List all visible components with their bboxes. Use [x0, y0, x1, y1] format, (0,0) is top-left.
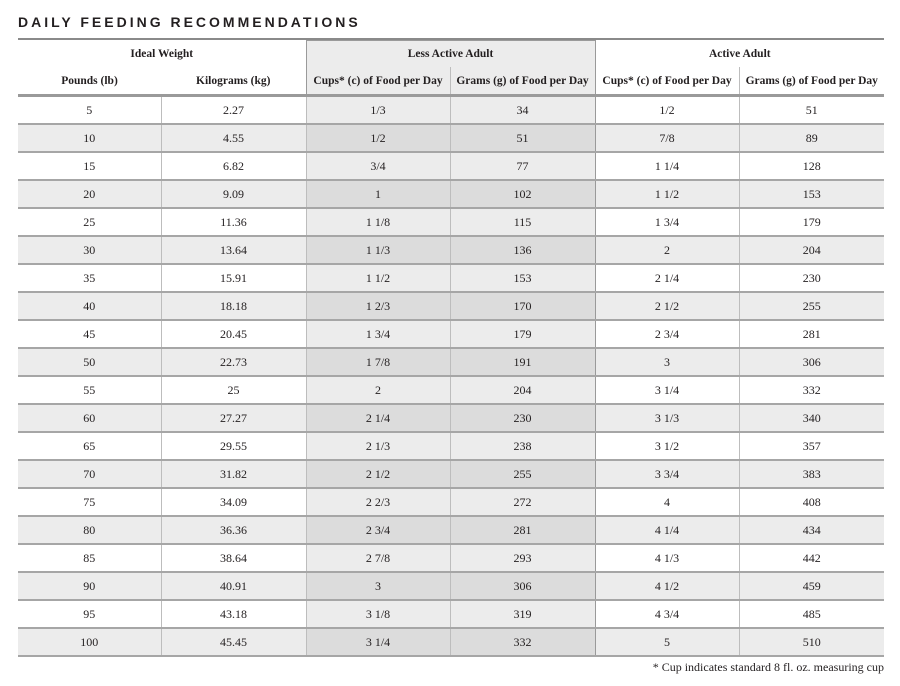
active-cups-cell: 3 3/4: [595, 460, 739, 488]
group-less-active-adult: Less Active Adult: [306, 41, 595, 68]
active-cups-cell: 2 1/2: [595, 292, 739, 320]
less-active-grams-cell: 115: [450, 208, 595, 236]
pounds-cell: 100: [18, 628, 161, 656]
table-row: [18, 236, 884, 264]
table-row: [18, 292, 884, 320]
table-row: [18, 600, 884, 628]
less-active-grams-cell: 34: [450, 96, 595, 125]
less-active-grams-cell: 191: [450, 348, 595, 376]
less-active-cups-cell: 1 7/8: [306, 348, 450, 376]
group-ideal-weight: Ideal Weight: [130, 47, 194, 60]
kilograms-cell: 22.73: [161, 348, 306, 376]
less-active-cups-cell: 1 1/2: [306, 264, 450, 292]
kilograms-cell: 36.36: [161, 516, 306, 544]
active-grams-cell: 442: [739, 544, 884, 572]
pounds-cell: 90: [18, 572, 161, 600]
less-active-cups-cell: 2 1/3: [306, 432, 450, 460]
less-active-grams-cell: 77: [450, 152, 595, 180]
active-grams-cell: 89: [739, 124, 884, 152]
kilograms-cell: 43.18: [161, 600, 306, 628]
less-active-grams-cell: 238: [450, 432, 595, 460]
active-cups-cell: 3 1/3: [595, 404, 739, 432]
pounds-cell: 20: [18, 180, 161, 208]
kilograms-cell: 20.45: [161, 320, 306, 348]
pounds-cell: 60: [18, 404, 161, 432]
active-cups-cell: 4 1/3: [595, 544, 739, 572]
less-active-cups-cell: 1: [306, 180, 450, 208]
table-row: [18, 432, 884, 460]
less-active-cups-cell: 3 1/4: [306, 628, 450, 656]
table-row: [18, 544, 884, 572]
pounds-cell: 50: [18, 348, 161, 376]
less-active-cups-cell: 1/3: [306, 96, 450, 125]
table-row: [18, 264, 884, 292]
active-cups-cell: 2 1/4: [595, 264, 739, 292]
kilograms-cell: 13.64: [161, 236, 306, 264]
active-grams-cell: 179: [739, 208, 884, 236]
pounds-cell: 30: [18, 236, 161, 264]
kilograms-cell: 25: [161, 376, 306, 404]
feeding-table: [18, 40, 884, 657]
kilograms-cell: 11.36: [161, 208, 306, 236]
less-active-grams-cell: 136: [450, 236, 595, 264]
active-cups-cell: 1 1/4: [595, 152, 739, 180]
active-grams-cell: 281: [739, 320, 884, 348]
table-row: [18, 376, 884, 404]
pounds-cell: 45: [18, 320, 161, 348]
active-grams-cell: 255: [739, 292, 884, 320]
table-row: [18, 124, 884, 152]
active-cups-cell: 3 1/2: [595, 432, 739, 460]
active-cups-cell: 3 1/4: [595, 376, 739, 404]
pounds-cell: 10: [18, 124, 161, 152]
less-active-cups-cell: 3/4: [306, 152, 450, 180]
table-row: [18, 460, 884, 488]
table-row: [18, 628, 884, 656]
kilograms-cell: 15.91: [161, 264, 306, 292]
less-active-cups-cell: 2: [306, 376, 450, 404]
less-active-grams-cell: 332: [450, 628, 595, 656]
column-header-pounds: Pounds (lb): [18, 67, 161, 96]
active-cups-cell: 4: [595, 488, 739, 516]
table-row: [18, 180, 884, 208]
column-header-row: [18, 67, 884, 96]
active-grams-cell: 357: [739, 432, 884, 460]
column-header-active-cups: Cups* (c) of Food per Day: [595, 67, 739, 96]
kilograms-cell: 2.27: [161, 96, 306, 125]
pounds-cell: 75: [18, 488, 161, 516]
kilograms-cell: 45.45: [161, 628, 306, 656]
active-cups-cell: 3: [595, 348, 739, 376]
active-cups-cell: 4 3/4: [595, 600, 739, 628]
pounds-cell: 40: [18, 292, 161, 320]
group-header-row: [18, 41, 884, 68]
active-grams-cell: 230: [739, 264, 884, 292]
active-grams-cell: 306: [739, 348, 884, 376]
active-cups-cell: 7/8: [595, 124, 739, 152]
table-row: [18, 348, 884, 376]
less-active-cups-cell: 2 1/4: [306, 404, 450, 432]
less-active-grams-cell: 319: [450, 600, 595, 628]
table-row: [18, 320, 884, 348]
active-grams-cell: 408: [739, 488, 884, 516]
less-active-cups-cell: 1/2: [306, 124, 450, 152]
kilograms-cell: 34.09: [161, 488, 306, 516]
pounds-cell: 95: [18, 600, 161, 628]
kilograms-cell: 9.09: [161, 180, 306, 208]
kilograms-cell: 40.91: [161, 572, 306, 600]
table-row: [18, 516, 884, 544]
table-row: [18, 96, 884, 125]
table-row: [18, 404, 884, 432]
less-active-grams-cell: 255: [450, 460, 595, 488]
table-row: [18, 488, 884, 516]
pounds-cell: 35: [18, 264, 161, 292]
active-grams-cell: 340: [739, 404, 884, 432]
active-grams-cell: 383: [739, 460, 884, 488]
less-active-cups-cell: 1 1/3: [306, 236, 450, 264]
pounds-cell: 65: [18, 432, 161, 460]
column-header-kilograms: Kilograms (kg): [161, 67, 306, 96]
pounds-cell: 80: [18, 516, 161, 544]
page-title: DAILY FEEDING RECOMMENDATIONS: [18, 14, 361, 30]
kilograms-cell: 18.18: [161, 292, 306, 320]
less-active-cups-cell: 2 1/2: [306, 460, 450, 488]
less-active-grams-cell: 272: [450, 488, 595, 516]
less-active-cups-cell: 1 2/3: [306, 292, 450, 320]
pounds-cell: 25: [18, 208, 161, 236]
pounds-cell: 15: [18, 152, 161, 180]
active-cups-cell: 1/2: [595, 96, 739, 125]
active-grams-cell: 434: [739, 516, 884, 544]
table-row: [18, 572, 884, 600]
less-active-grams-cell: 170: [450, 292, 595, 320]
active-cups-cell: 5: [595, 628, 739, 656]
active-cups-cell: 4 1/2: [595, 572, 739, 600]
table-body: [18, 96, 884, 657]
column-header-active-grams: Grams (g) of Food per Day: [739, 67, 884, 96]
kilograms-cell: 31.82: [161, 460, 306, 488]
less-active-grams-cell: 102: [450, 180, 595, 208]
column-header-less-active-grams: Grams (g) of Food per Day: [450, 67, 595, 96]
active-cups-cell: 2 3/4: [595, 320, 739, 348]
active-grams-cell: 510: [739, 628, 884, 656]
group-active-adult: Active Adult: [708, 47, 771, 60]
table-row: [18, 152, 884, 180]
active-grams-cell: 128: [739, 152, 884, 180]
less-active-cups-cell: 1 1/8: [306, 208, 450, 236]
pounds-cell: 85: [18, 544, 161, 572]
kilograms-cell: 6.82: [161, 152, 306, 180]
table-row: [18, 208, 884, 236]
less-active-grams-cell: 230: [450, 404, 595, 432]
active-grams-cell: 459: [739, 572, 884, 600]
active-cups-cell: 4 1/4: [595, 516, 739, 544]
kilograms-cell: 27.27: [161, 404, 306, 432]
active-grams-cell: 485: [739, 600, 884, 628]
active-cups-cell: 1 1/2: [595, 180, 739, 208]
column-header-less-active-cups: Cups* (c) of Food per Day: [306, 67, 450, 96]
less-active-cups-cell: 3: [306, 572, 450, 600]
active-cups-cell: 2: [595, 236, 739, 264]
less-active-grams-cell: 153: [450, 264, 595, 292]
active-grams-cell: 204: [739, 236, 884, 264]
less-active-grams-cell: 179: [450, 320, 595, 348]
pounds-cell: 70: [18, 460, 161, 488]
less-active-grams-cell: 204: [450, 376, 595, 404]
less-active-grams-cell: 51: [450, 124, 595, 152]
pounds-cell: 5: [18, 96, 161, 125]
active-grams-cell: 51: [739, 96, 884, 125]
kilograms-cell: 29.55: [161, 432, 306, 460]
less-active-cups-cell: 3 1/8: [306, 600, 450, 628]
footnote: * Cup indicates standard 8 fl. oz. measuring cup: [652, 660, 884, 674]
active-grams-cell: 153: [739, 180, 884, 208]
less-active-cups-cell: 2 3/4: [306, 516, 450, 544]
less-active-grams-cell: 293: [450, 544, 595, 572]
kilograms-cell: 38.64: [161, 544, 306, 572]
less-active-grams-cell: 306: [450, 572, 595, 600]
active-grams-cell: 332: [739, 376, 884, 404]
less-active-cups-cell: 2 2/3: [306, 488, 450, 516]
pounds-cell: 55: [18, 376, 161, 404]
less-active-cups-cell: 2 7/8: [306, 544, 450, 572]
kilograms-cell: 4.55: [161, 124, 306, 152]
active-cups-cell: 1 3/4: [595, 208, 739, 236]
less-active-cups-cell: 1 3/4: [306, 320, 450, 348]
less-active-grams-cell: 281: [450, 516, 595, 544]
